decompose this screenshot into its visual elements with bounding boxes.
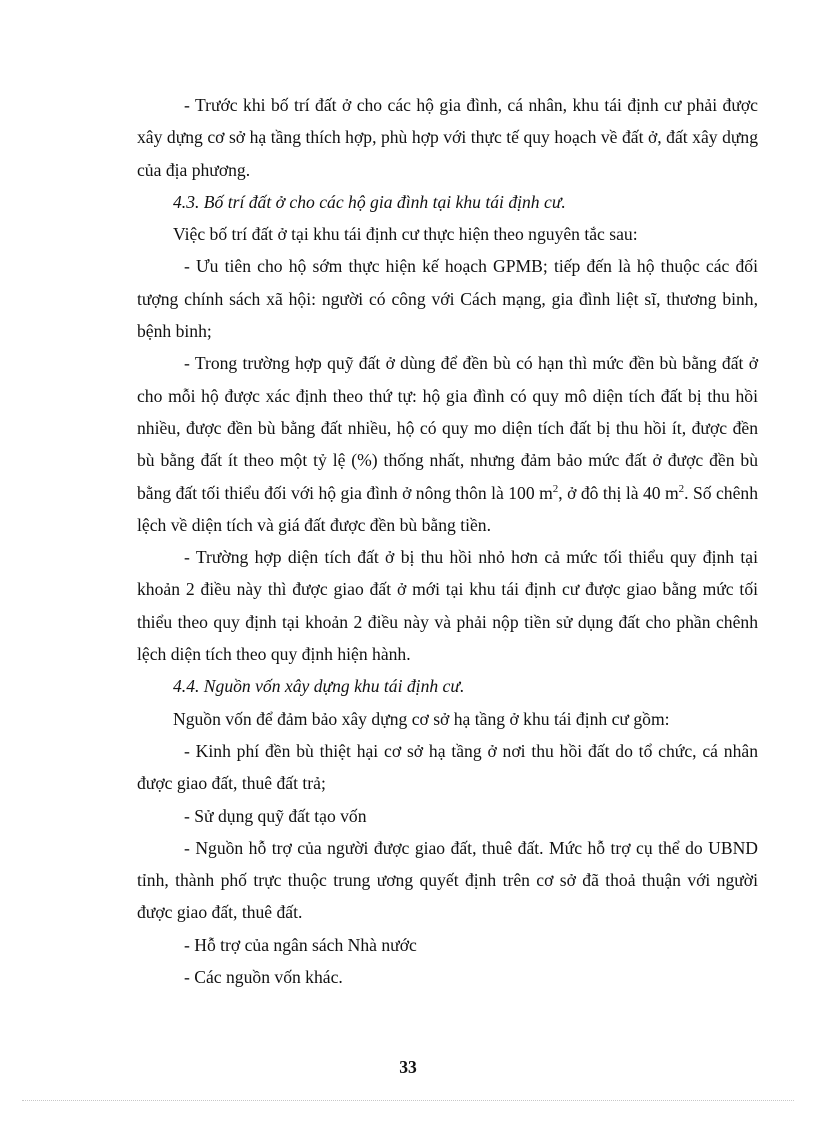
paragraph-infrastructure-before-allocation: - Trước khi bố trí đất ở cho các hộ gia đình, cá nhân, khu tái định cư phải được xây dựng cơ sở hạ tầng thích hợp, phù hợp với thực tế quy hoạch về đất ở, đất xây dựng của địa phương. bbox=[137, 95, 758, 180]
paragraph-funding-intro: Nguồn vốn để đảm bảo xây dựng cơ sở hạ tầng ở khu tái định cư gồm: bbox=[173, 708, 670, 729]
paragraph-allocation-principles-intro: Việc bố trí đất ở tại khu tái định cư thực hiện theo nguyên tắc sau: bbox=[173, 224, 638, 245]
section-heading-4-3: 4.3. Bố trí đất ở cho các hộ gia đình tại khu tái định cư. bbox=[173, 191, 566, 212]
paragraph-state-budget: - Hỗ trợ của ngân sách Nhà nước bbox=[184, 934, 417, 955]
section-heading-4-4: 4.4. Nguồn vốn xây dựng khu tái định cư. bbox=[173, 676, 465, 697]
urban-minimum-text: , ở đô thị là 40 m bbox=[558, 482, 679, 503]
page-number: 33 bbox=[399, 1057, 417, 1077]
paragraph-priority-households: - Ưu tiên cho hộ sớm thực hiện kế hoạch GPMB; tiếp đến là hộ thuộc các đối tượng chính sách xã hội: người có công với Cách mạng, gia đình liệt sĩ, thương binh, bệnh binh; bbox=[137, 256, 758, 342]
page-body bbox=[137, 89, 758, 993]
paragraph-compensation-funds: - Kinh phí đền bù thiệt hại cơ sở hạ tầng ở nơi thu hồi đất do tổ chức, cá nhân được giao đất, thuê đất trả; bbox=[137, 740, 758, 794]
paragraph-land-fund-capital: - Sử dụng quỹ đất tạo vốn bbox=[184, 805, 367, 826]
difference-paid-text: . Số chênh lệch về diện tích và giá đất được đền bù bằng tiền. bbox=[137, 482, 758, 535]
paragraph-limited-land-fund bbox=[137, 347, 758, 541]
page-bottom-divider bbox=[22, 1100, 794, 1101]
superscript-2: 2 bbox=[678, 482, 685, 495]
paragraph-other-sources: - Các nguồn vốn khác. bbox=[184, 967, 343, 988]
paragraph-support-source: - Nguồn hỗ trợ của người được giao đất, thuê đất. Mức hỗ trợ cụ thể do UBND tỉnh, thành phố trực thuộc trung ương quyết định trên cơ sở đã thoả thuận với người được giao đất, thuê đất. bbox=[137, 837, 758, 923]
limited-land-text: - Trong trường hợp quỹ đất ở dùng để đền bù có hạn thì mức đền bù bằng đất ở cho mỗi hộ được xác định theo thứ tự: hộ gia đình có quy mô diện tích đất bị thu hồi nhiều, được đền bù bằng đất nhiều, hộ có quy mo diện tích đất bị thu hồi ít, được đền bù bằng đất ít theo một tỷ lệ (%) thống nhất, nhưng đảm bảo mức đất ở được đền bù bằng đất tối thiểu đối với hộ gia đình ở nông thôn là 100 bbox=[137, 353, 758, 503]
paragraph-below-minimum: - Trường hợp diện tích đất ở bị thu hồi nhỏ hơn cả mức tối thiểu quy định tại khoản 2 điều này thì được giao đất ở mới tại khu tái định cư được giao bằng mức tối thiểu theo quy định tại khoản 2 điều này và phải nộp tiền sử dụng đất cho phần chênh lệch diện tích theo quy định hiện hành. bbox=[137, 547, 758, 665]
superscript-2: 2 bbox=[552, 482, 559, 495]
unit-m: m bbox=[539, 482, 553, 503]
